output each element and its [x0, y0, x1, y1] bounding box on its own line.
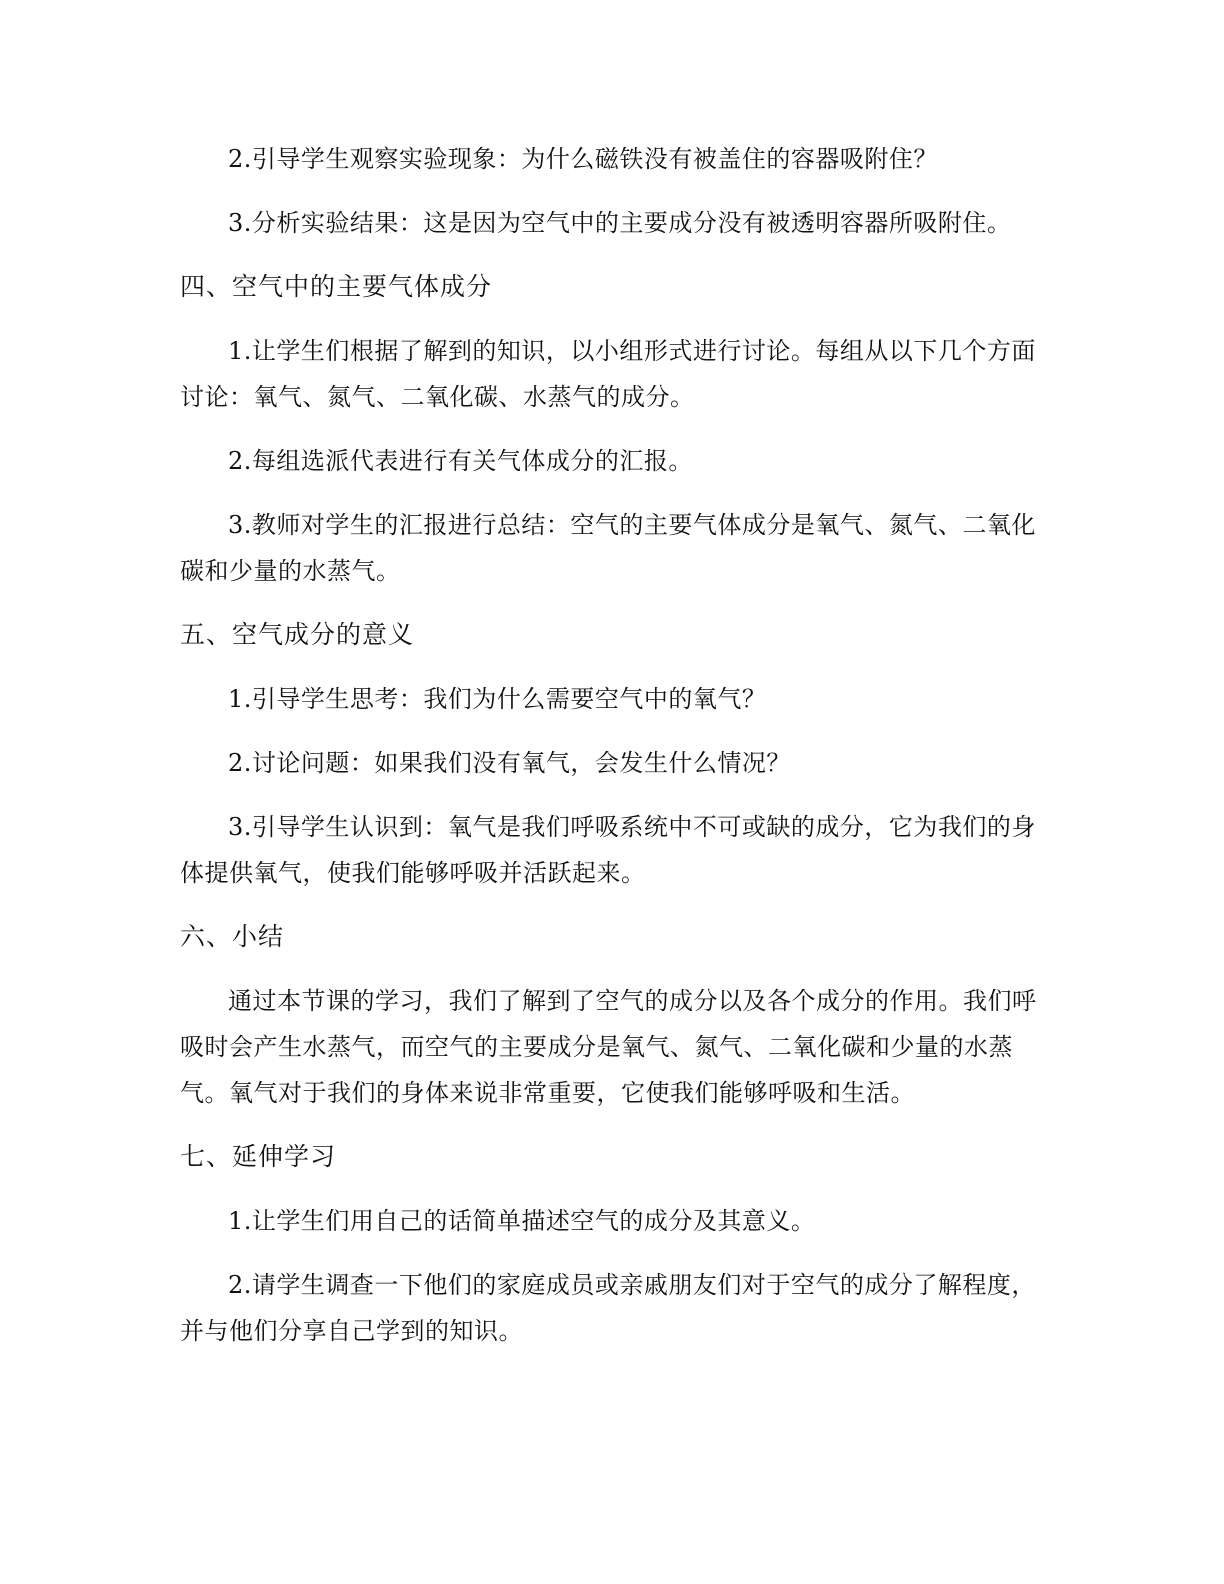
paragraph-guide-observe: 2.引导学生观察实验现象：为什么磁铁没有被盖住的容器吸附住？ — [228, 145, 938, 173]
paragraph-analyze-result: 3.分析实验结果：这是因为空气中的主要成分没有被透明容器所吸附住。 — [228, 209, 1012, 237]
section-heading-7: 七、延伸学习 — [180, 1142, 337, 1171]
paragraph-summary: 通过本节课的学习，我们了解到了空气的成分以及各个成分的作用。我们呼吸时会产生水蒸气，而空气的主要成分是氧气、氮气、二氧化碳和少量的水蒸气。氧气对于我们的身体来说非常重要，它使我们能够呼吸和生活。 — [180, 987, 1037, 1107]
paragraph-describe-air: 1.让学生们用自己的话简单描述空气的成分及其意义。 — [228, 1207, 816, 1235]
section-heading-5: 五、空气成分的意义 — [180, 620, 415, 649]
paragraph-teacher-summary: 3.教师对学生的汇报进行总结：空气的主要气体成分是氧气、氮气、二氧化碳和少量的水蒸气。 — [180, 511, 1036, 585]
paragraph-group-discussion: 1.让学生们根据了解到的知识，以小组形式进行讨论。每组从以下几个方面讨论：氧气、氮气、二氧化碳、水蒸气的成分。 — [180, 337, 1036, 411]
document-body — [180, 136, 1048, 1372]
paragraph-survey-family: 2.请学生调查一下他们的家庭成员或亲戚朋友们对于空气的成分了解程度，并与他们分享自己学到的知识。 — [180, 1271, 1036, 1345]
section-heading-6: 六、小结 — [180, 922, 285, 951]
paragraph-think-oxygen: 1.引导学生思考：我们为什么需要空气中的氧气？ — [228, 685, 767, 713]
section-heading-4: 四、空气中的主要气体成分 — [180, 272, 493, 301]
paragraph-group-report: 2.每组选派代表进行有关气体成分的汇报。 — [228, 447, 693, 475]
paragraph-recognize-oxygen: 3.引导学生认识到：氧气是我们呼吸系统中不可或缺的成分，它为我们的身体提供氧气，使我们能够呼吸并活跃起来。 — [180, 813, 1036, 887]
paragraph-discuss-question: 2.讨论问题：如果我们没有氧气，会发生什么情况？ — [228, 749, 791, 777]
